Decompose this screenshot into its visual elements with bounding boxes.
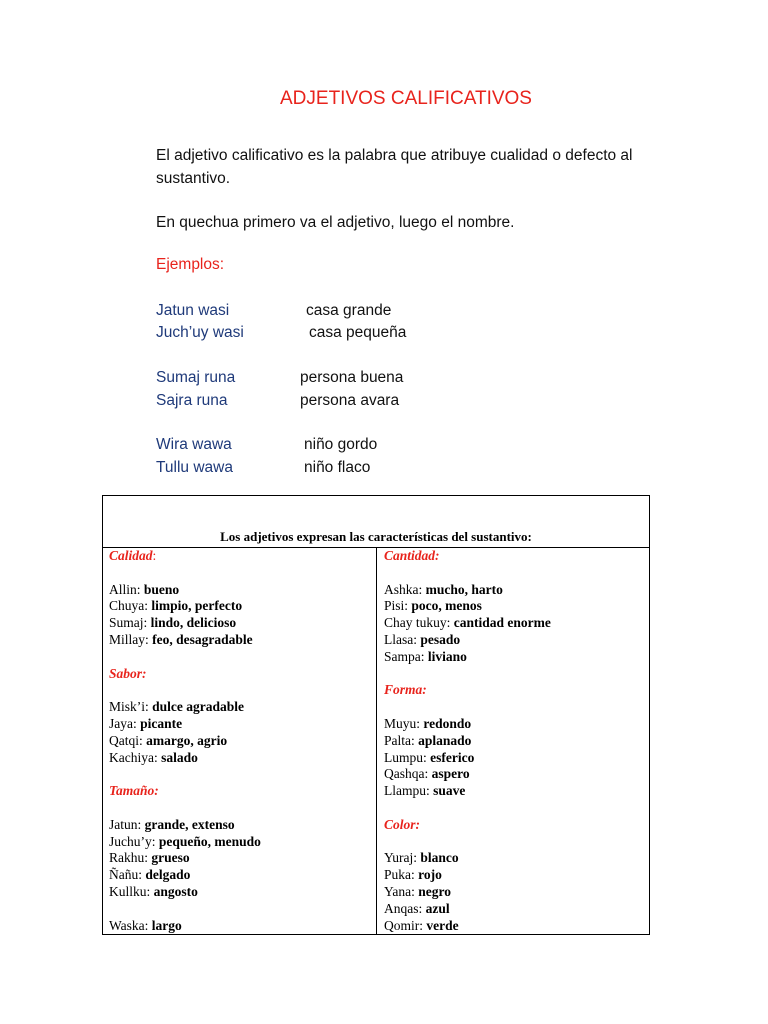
adjective-entry: Palta: aplanado xyxy=(384,732,472,748)
definition-paragraph: El adjetivo calificativo es la palabra que atribuye cualidad o defecto al sustantivo. xyxy=(156,147,633,187)
adjective-entry: Llasa: pesado xyxy=(384,631,461,647)
adjective-entry: Yana: negro xyxy=(384,883,452,899)
category-heading-calidad: Calidad: xyxy=(109,548,157,563)
example-spanish: persona buena xyxy=(300,369,404,386)
adjective-entry: Allin: bueno xyxy=(109,581,180,597)
adjectives-table xyxy=(102,495,650,935)
example-quechua: Wira wawa xyxy=(156,436,232,453)
example-row xyxy=(156,390,556,412)
example-row xyxy=(156,457,556,479)
table-header xyxy=(103,496,649,548)
adjective-entry: Kachiya: salado xyxy=(109,749,198,765)
adjective-entry: Muyu: redondo xyxy=(384,715,472,731)
adjective-entry: Chuya: limpio, perfecto xyxy=(109,598,243,614)
page-title: ADJETIVOS CALIFICATIVOS xyxy=(280,88,532,109)
adjective-entry: Qashqa: aspero xyxy=(384,766,470,782)
example-spanish: casa pequeña xyxy=(309,324,407,341)
example-spanish: niño flaco xyxy=(304,459,371,476)
adjective-entry: Llampu: suave xyxy=(384,783,466,799)
example-row xyxy=(156,300,556,322)
adjective-entry: Sampa: liviano xyxy=(384,648,467,664)
example-quechua: Sajra runa xyxy=(156,392,228,409)
adjective-entry: Chay tukuy: cantidad enorme xyxy=(384,615,551,631)
adjective-entry: Juchu’y: pequeño, menudo xyxy=(109,833,261,849)
adjective-entry: Yuraj: blanco xyxy=(384,850,459,866)
adjective-entry: Jaya: picante xyxy=(109,715,183,731)
table-column-left xyxy=(109,548,371,934)
adjective-entry: Qomir: verde xyxy=(384,917,459,933)
adjective-entry: Qatqi: amargo, agrio xyxy=(109,732,228,748)
example-row xyxy=(156,322,556,344)
example-row xyxy=(156,434,556,456)
adjective-entry: Millay: feo, desagradable xyxy=(109,631,253,647)
adjective-entry: Ñañu: delgado xyxy=(109,867,191,883)
adjective-entry: Waska: largo xyxy=(109,917,182,933)
table-header-text: Los adjetivos expresan las características del sustantivo: xyxy=(220,529,532,544)
examples-heading: Ejemplos: xyxy=(156,256,225,273)
adjective-entry: Jatun: grande, extenso xyxy=(109,816,235,832)
example-quechua: Jatun wasi xyxy=(156,302,230,319)
adjective-entry: Rakhu: grueso xyxy=(109,850,190,866)
adjective-entry: Puka: rojo xyxy=(384,867,442,883)
example-quechua: Juch’uy wasi xyxy=(156,324,244,341)
category-heading-sabor: Sabor: xyxy=(109,665,147,681)
example-quechua: Sumaj runa xyxy=(156,369,236,386)
word-order-paragraph: En quechua primero va el adjetivo, luego el nombre. xyxy=(156,214,515,231)
adjective-entry: Sumaj: lindo, delicioso xyxy=(109,615,237,631)
adjective-entry: Anqas: azul xyxy=(384,900,450,916)
adjective-entry: Misk’i: dulce agradable xyxy=(109,699,245,715)
example-spanish: casa grande xyxy=(306,302,392,319)
table-column-right xyxy=(384,548,646,934)
category-heading-color: Color: xyxy=(384,816,421,832)
adjective-entry: Pisi: poco, menos xyxy=(384,598,482,614)
example-row xyxy=(156,367,556,389)
category-heading-forma: Forma: xyxy=(384,682,427,698)
adjective-entry: Kullku: angosto xyxy=(109,883,198,899)
example-spanish: niño gordo xyxy=(304,436,378,453)
category-heading-cantidad: Cantidad: xyxy=(384,548,440,563)
example-quechua: Tullu wawa xyxy=(156,459,233,476)
category-heading-tamano: Tamaño: xyxy=(109,783,159,799)
adjective-entry: Lumpu: esferico xyxy=(384,749,475,765)
column-divider xyxy=(376,547,377,934)
example-spanish: persona avara xyxy=(300,392,400,409)
adjective-entry: Ashka: mucho, harto xyxy=(384,581,503,597)
